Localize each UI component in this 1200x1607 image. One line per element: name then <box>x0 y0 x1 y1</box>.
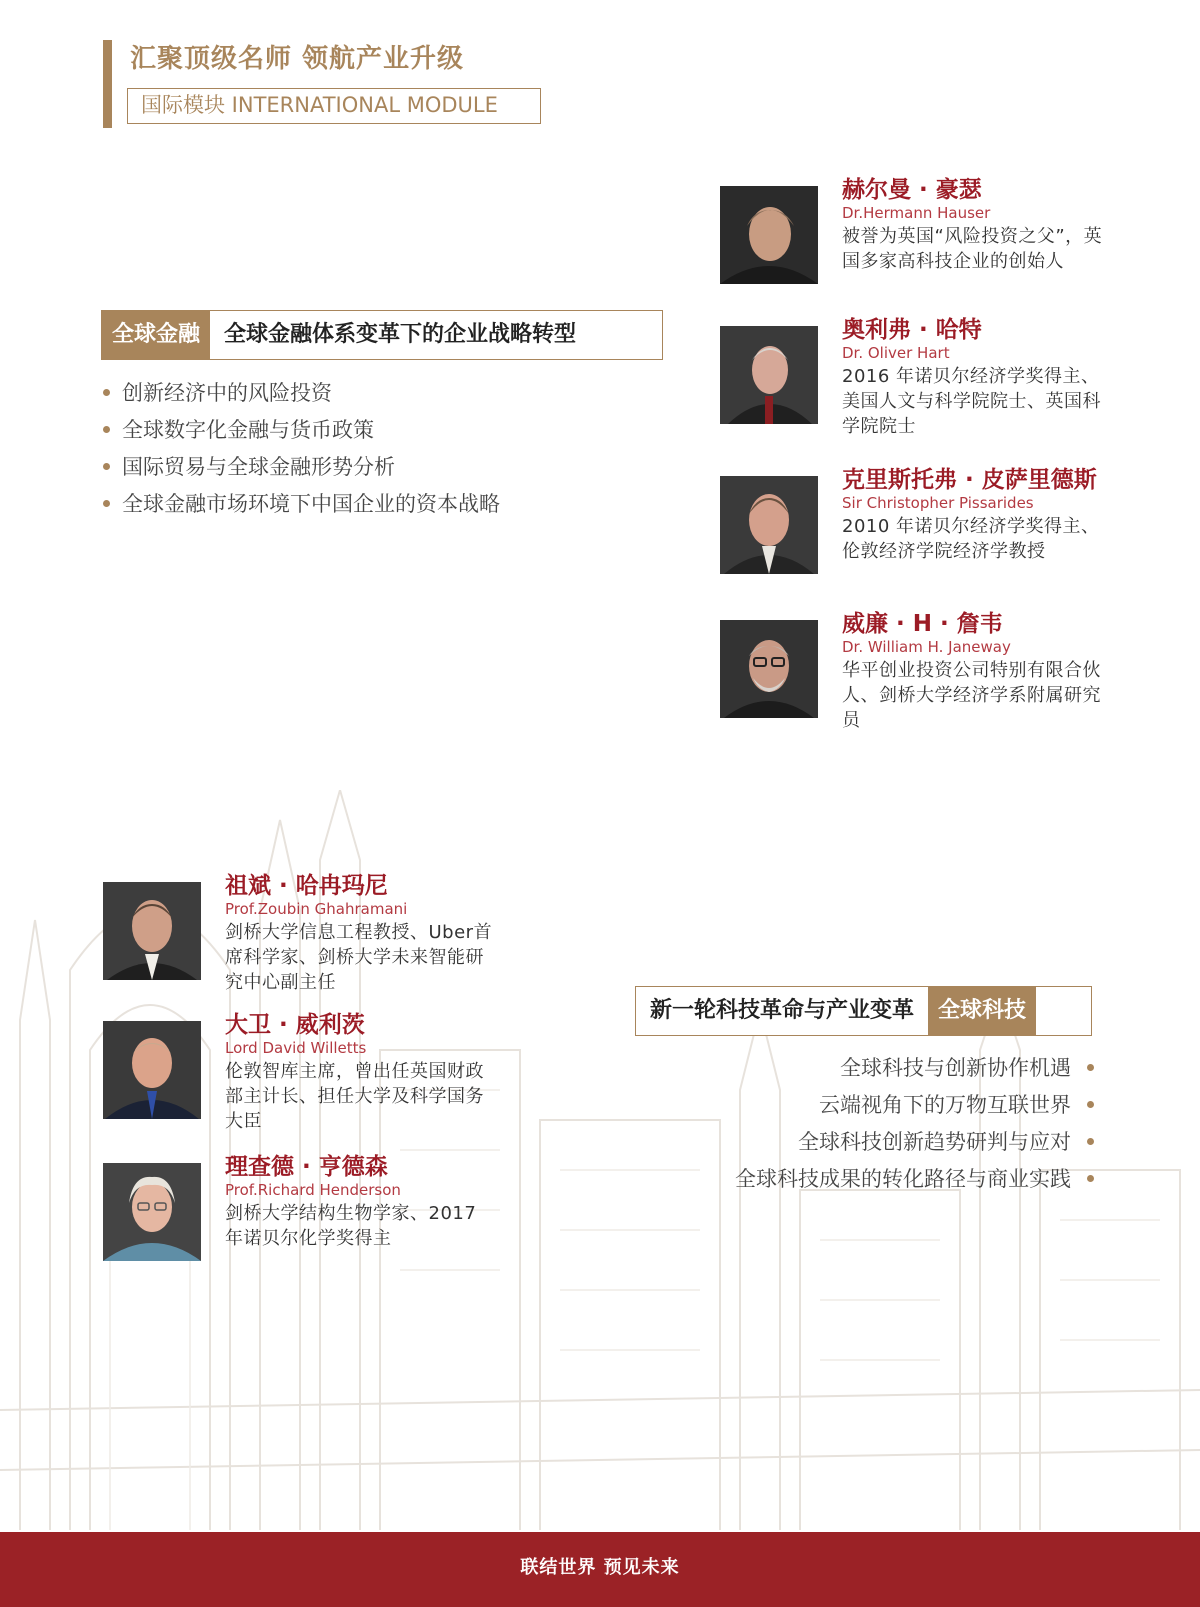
finance-tag: 全球金融 <box>102 311 210 359</box>
footer-banner <box>0 1532 1200 1607</box>
header-accent-bar <box>103 40 112 128</box>
speaker-name: 威廉 · H · 詹韦 <box>842 611 1003 637</box>
speaker-english-name: Dr. Oliver Hart <box>842 344 950 362</box>
list-item: 全球数字化金融与货币政策 <box>103 412 500 449</box>
speaker-photo <box>103 1021 201 1119</box>
speaker-name: 奥利弗 · 哈特 <box>842 317 982 343</box>
tech-tag: 全球科技 <box>928 987 1036 1035</box>
speaker-photo <box>103 882 201 980</box>
finance-heading: 全球金融体系变革下的企业战略转型 <box>224 322 577 347</box>
list-item: 全球科技成果的转化路径与商业实践 <box>735 1161 1094 1198</box>
speaker-english-name: Prof.Richard Henderson <box>225 1181 401 1199</box>
list-item: 云端视角下的万物互联世界 <box>735 1087 1094 1124</box>
footer-slogan: 联结世界 预见未来 <box>520 1557 680 1578</box>
speaker-name: 赫尔曼 · 豪瑟 <box>842 177 982 203</box>
speaker-english-name: Lord David Willetts <box>225 1039 367 1057</box>
speaker-description: 被誉为英国“风险投资之父”，英国多家高科技企业的创始人 <box>842 226 1103 272</box>
list-item: 全球金融市场环境下中国企业的资本战略 <box>103 486 500 523</box>
speaker-description: 剑桥大学信息工程教授、Uber首席科学家、剑桥大学未来智能研究中心副主任 <box>225 922 493 993</box>
speaker-description: 2010 年诺贝尔经济学奖得主、伦敦经济学院经济学教授 <box>842 516 1100 562</box>
speaker-name: 理查德 · 亨德森 <box>225 1154 388 1180</box>
speaker-english-name: Sir Christopher Pissarides <box>842 494 1034 512</box>
list-item: 国际贸易与全球金融形势分析 <box>103 449 500 486</box>
speaker-name: 祖斌 · 哈冉玛尼 <box>225 873 388 899</box>
speaker-photo <box>720 476 818 574</box>
speaker-description: 2016 年诺贝尔经济学奖得主、美国人文与科学院院士、英国科学院院士 <box>842 366 1101 437</box>
list-item: 创新经济中的风险投资 <box>103 375 500 412</box>
speaker-photo <box>720 620 818 718</box>
speaker-photo <box>720 186 818 284</box>
speaker-name: 克里斯托弗 · 皮萨里德斯 <box>842 467 1097 493</box>
tech-heading: 新一轮科技革命与产业变革 <box>650 998 915 1023</box>
speaker-name: 大卫 · 威利茨 <box>225 1012 365 1038</box>
speaker-english-name: Dr. William H. Janeway <box>842 638 1011 656</box>
list-item: 全球科技创新趋势研判与应对 <box>735 1124 1094 1161</box>
list-item: 全球科技与创新协作机遇 <box>735 1050 1094 1087</box>
tech-section-title <box>635 986 1092 1036</box>
finance-topic-list <box>103 375 500 523</box>
speaker-description: 华平创业投资公司特别有限合伙人、剑桥大学经济学系附属研究员 <box>842 660 1101 731</box>
speaker-photo <box>103 1163 201 1261</box>
speaker-photo <box>720 326 818 424</box>
page-title: 汇聚顶级名师 领航产业升级 <box>130 44 465 74</box>
speaker-english-name: Dr.Hermann Hauser <box>842 204 991 222</box>
speaker-description: 伦敦智库主席，曾出任英国财政部主计长、担任大学及科学国务大臣 <box>225 1061 484 1132</box>
finance-section-title <box>101 310 663 360</box>
speaker-english-name: Prof.Zoubin Ghahramani <box>225 900 408 918</box>
tech-topic-list <box>735 1050 1094 1198</box>
speaker-description: 剑桥大学结构生物学家、2017 年诺贝尔化学奖得主 <box>225 1203 477 1249</box>
module-label: 国际模块 INTERNATIONAL MODULE <box>127 88 541 124</box>
